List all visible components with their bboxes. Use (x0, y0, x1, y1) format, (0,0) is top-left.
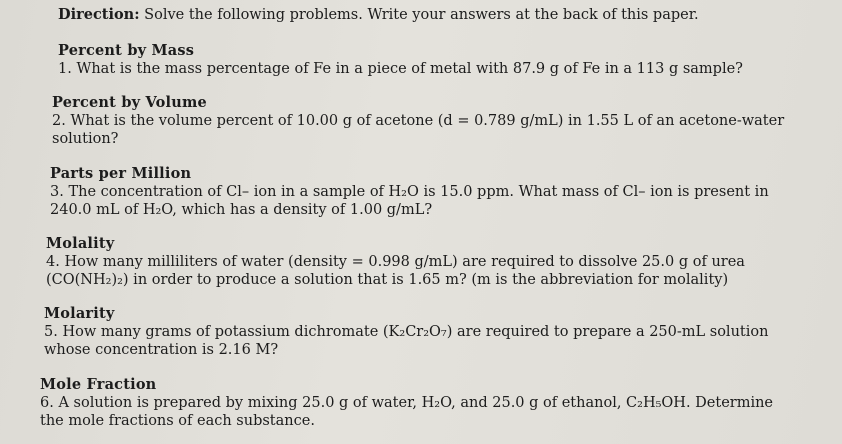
section-heading-percent-by-mass: Percent by Mass (58, 42, 195, 59)
problem-5-line-2: whose concentration is 2.16 M? (44, 342, 279, 358)
section-heading-molarity: Molarity (44, 305, 115, 322)
direction-text: Solve the following problems. Write your answers at the back of this paper. (144, 7, 699, 23)
problem-6-line-2: the mole fractions of each substance. (40, 413, 315, 429)
problem-2-line-2: solution? (52, 131, 119, 147)
problem-4-line-1: 4. How many milliliters of water (density = 0.998 g/mL) are required to dissolve 25.0 g of urea (46, 254, 745, 270)
section-heading-mole-fraction: Mole Fraction (40, 376, 157, 393)
problem-3-line-2: 240.0 mL of H₂O, which has a density of 1.00 g/mL? (50, 202, 433, 218)
direction-label: Direction: (58, 6, 140, 23)
problem-6-line-1: 6. A solution is prepared by mixing 25.0 g of water, H₂O, and 25.0 g of ethanol, C₂H₅OH. Determine (40, 395, 774, 411)
problem-4-line-2: (CO(NH₂)₂) in order to produce a solution that is 1.65 m? (m is the abbreviation for molality) (46, 272, 729, 288)
problem-1-line-1: 1. What is the mass percentage of Fe in a piece of metal with 87.9 g of Fe in a 113 g sample? (58, 61, 743, 77)
section-heading-molality: Molality (46, 235, 115, 252)
section-heading-parts-per-million: Parts per Million (50, 165, 192, 182)
problem-5-line-1: 5. How many grams of potassium dichromate (K₂Cr₂O₇) are required to prepare a 250-mL solution (44, 324, 769, 340)
problem-2-line-1: 2. What is the volume percent of 10.00 g of acetone (d = 0.789 g/mL) in 1.55 L of an acetone-water (52, 113, 785, 129)
direction-line (58, 6, 699, 24)
problem-3-line-1: 3. The concentration of Cl– ion in a sample of H₂O is 15.0 ppm. What mass of Cl– ion is present in (50, 184, 769, 200)
section-heading-percent-by-volume: Percent by Volume (52, 94, 207, 111)
